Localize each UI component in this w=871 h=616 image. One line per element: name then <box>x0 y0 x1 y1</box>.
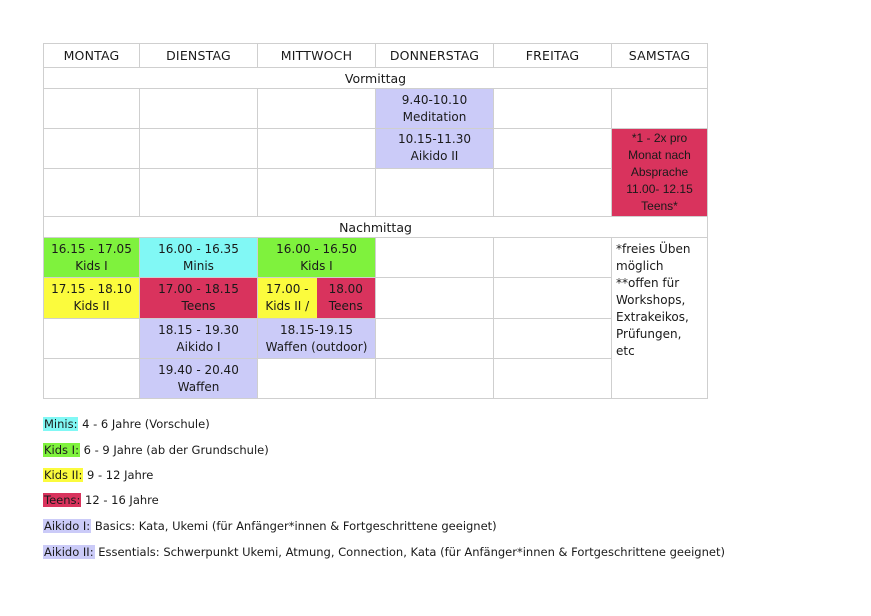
class-slot-aikido-1 <box>140 319 258 359</box>
class-slot-kids-2 <box>258 278 317 318</box>
slot-time: 18.00 <box>328 282 363 296</box>
slot-label: Waffen <box>177 379 220 394</box>
note-line: *freies Üben <box>616 242 691 256</box>
legend-teens <box>43 492 159 509</box>
legend-text: 9 - 12 Jahre <box>83 468 154 482</box>
section-label-morning: Vormittag <box>44 68 708 89</box>
legend-text: 12 - 16 Jahre <box>81 493 159 507</box>
note-line: Prüfungen, etc <box>616 327 682 358</box>
slot-label: Kids I <box>75 258 108 273</box>
slot-label: Teens <box>181 299 216 313</box>
slot-line: Teens* <box>641 199 678 213</box>
legend-aikido-1 <box>43 518 497 535</box>
slot-label: Meditation <box>402 109 467 124</box>
note-line: Workshops, <box>616 293 686 307</box>
afternoon-row <box>44 278 708 319</box>
day-header: DONNERSTAG <box>376 44 494 68</box>
morning-row <box>44 89 708 129</box>
slot-label: Kids I <box>300 258 333 273</box>
note-line: möglich <box>616 259 664 273</box>
section-row-morning <box>44 68 708 89</box>
slot-time: 16.00 - 16.50 <box>276 241 357 256</box>
note-line: **offen für <box>616 276 680 290</box>
class-slot-kids-1 <box>44 238 140 278</box>
legend-aikido-2 <box>43 544 725 561</box>
slot-line: Absprache <box>630 165 689 179</box>
class-slot-waffen <box>140 359 258 399</box>
slot-time: 16.15 - 17.05 <box>51 241 132 256</box>
slot-time: 17.00 - <box>266 282 309 296</box>
slot-line: 11.00- 12.15 <box>626 182 693 196</box>
class-slot-teens-saturday <box>612 129 708 217</box>
slot-label: Minis <box>183 258 214 273</box>
afternoon-row <box>44 319 708 359</box>
day-header: FREITAG <box>494 44 612 68</box>
afternoon-row <box>44 238 708 278</box>
day-header-row <box>44 44 708 68</box>
slot-label: Kids II <box>73 299 110 313</box>
section-row-afternoon <box>44 217 708 238</box>
slot-label: Aikido II <box>410 149 459 163</box>
slot-time: 19.40 - 20.40 <box>158 362 239 377</box>
slot-label: Teens <box>328 299 363 313</box>
class-slot-meditation <box>376 89 494 129</box>
legend-tag: Kids II: <box>44 468 83 482</box>
slot-label: Kids II / <box>265 299 310 313</box>
afternoon-row <box>44 359 708 399</box>
slot-line: *1 - 2x pro <box>631 131 688 145</box>
saturday-note <box>612 238 708 399</box>
legend-kids-2 <box>43 467 153 484</box>
class-slot-teens <box>317 278 376 318</box>
slot-time: 16.00 - 16.35 <box>158 241 239 256</box>
class-slot-kids-2-teens-split <box>258 278 376 319</box>
class-slot-kids-2 <box>44 278 140 319</box>
legend-minis <box>43 416 210 433</box>
slot-time: 17.15 - 18.10 <box>51 282 132 296</box>
class-slot-teens <box>140 278 258 319</box>
slot-time: 18.15 - 19.30 <box>158 322 239 337</box>
schedule-table <box>43 43 708 399</box>
slot-time: 9.40-10.10 <box>401 92 468 107</box>
slot-time: 10.15-11.30 <box>397 132 472 146</box>
legend-tag: Kids I: <box>44 443 79 457</box>
legend-text: 4 - 6 Jahre (Vorschule) <box>78 417 210 431</box>
slot-time: 17.00 - 18.15 <box>158 282 239 296</box>
morning-row <box>44 129 708 169</box>
class-slot-minis <box>140 238 258 278</box>
class-slot-aikido-2 <box>376 129 494 169</box>
legend-text: Essentials: Schwerpunkt Ukemi, Atmung, Connection, Kata (für Anfänger*innen & Fortgeschrittene geeignet) <box>94 545 725 559</box>
class-slot-waffen-outdoor <box>258 319 376 359</box>
legend-text: Basics: Kata, Ukemi (für Anfänger*innen & Fortgeschrittene geeignet) <box>91 519 497 533</box>
slot-time: 18.15-19.15 <box>279 322 354 337</box>
legend-kids-1 <box>43 442 269 459</box>
legend-tag: Minis: <box>44 417 78 431</box>
legend-tag: Aikido I: <box>44 519 91 533</box>
legend-text: 6 - 9 Jahre (ab der Grundschule) <box>79 443 269 457</box>
slot-line: Monat nach <box>628 148 691 162</box>
day-header: MITTWOCH <box>258 44 376 68</box>
section-label-afternoon: Nachmittag <box>44 217 708 238</box>
morning-row <box>44 169 708 217</box>
class-slot-kids-1 <box>258 238 376 278</box>
slot-label: Waffen (outdoor) <box>265 339 368 354</box>
day-header: MONTAG <box>44 44 140 68</box>
legend-tag: Teens: <box>44 493 81 507</box>
day-header: SAMSTAG <box>612 44 708 68</box>
slot-label: Aikido I <box>176 339 221 354</box>
day-header: DIENSTAG <box>140 44 258 68</box>
legend-tag: Aikido II: <box>44 545 94 559</box>
note-line: Extrakeikos, <box>616 310 689 324</box>
